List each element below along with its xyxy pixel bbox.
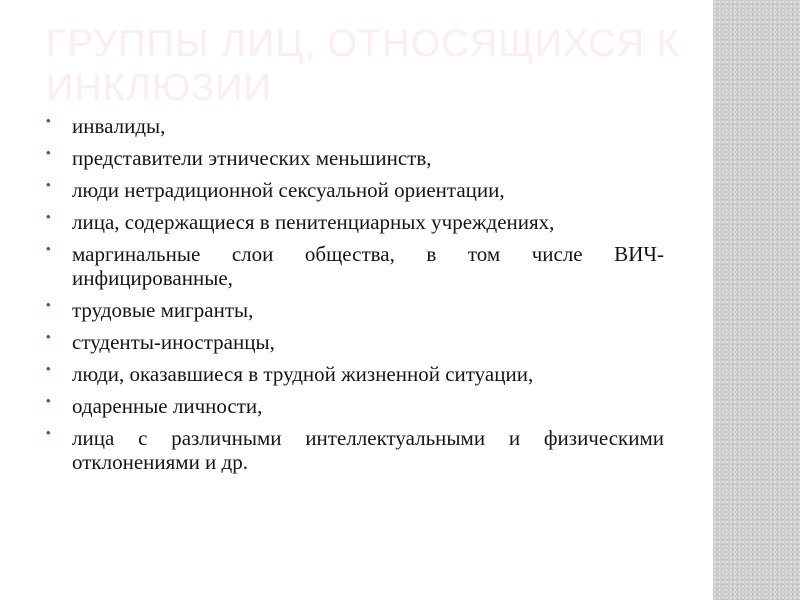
- list-item-text: трудовые мигранты,: [72, 298, 254, 322]
- bullet-icon: •: [46, 145, 51, 160]
- list-item-text: люди нетрадиционной сексуальной ориентации,: [72, 178, 505, 202]
- bullet-icon: •: [46, 393, 51, 408]
- list-item: [46, 146, 664, 170]
- bullet-icon: •: [46, 241, 51, 256]
- list-item-text: инвалиды,: [72, 114, 166, 138]
- list-item: [46, 242, 664, 290]
- list-item: [46, 298, 664, 322]
- list-item-text: люди, оказавшиеся в трудной жизненной ситуации,: [72, 362, 534, 386]
- list-item: [46, 426, 664, 474]
- list-item: [46, 178, 664, 202]
- list-item: [46, 210, 664, 234]
- list-item: [46, 394, 664, 418]
- bullet-icon: •: [46, 113, 51, 128]
- bullet-icon: •: [46, 209, 51, 224]
- list-item-text: студенты-иностранцы,: [72, 330, 275, 354]
- bullet-icon: •: [46, 329, 51, 344]
- list-item-text: одаренные личности,: [72, 394, 263, 418]
- bullet-icon: •: [46, 177, 51, 192]
- list-item-text: лица с различными интеллектуальными и физическими отклонениями и др.: [72, 426, 664, 474]
- list-item: [46, 114, 664, 138]
- list-item-text: представители этнических меньшинств,: [72, 146, 432, 170]
- list-item: [46, 330, 664, 354]
- list-item: [46, 362, 664, 386]
- bullet-list: [46, 114, 664, 482]
- decorative-side-panel: [713, 0, 800, 600]
- bullet-icon: •: [46, 361, 51, 376]
- bullet-icon: •: [46, 425, 51, 440]
- list-item-text: маргинальные слои общества, в том числе ВИЧ-инфицированные,: [72, 242, 664, 290]
- list-item-text: лица, содержащиеся в пенитенциарных учреждениях,: [72, 210, 555, 234]
- bullet-icon: •: [46, 297, 51, 312]
- slide-title: ГРУППЫ ЛИЦ, ОТНОСЯЩИХСЯ К ИНКЛЮЗИИ: [46, 23, 680, 109]
